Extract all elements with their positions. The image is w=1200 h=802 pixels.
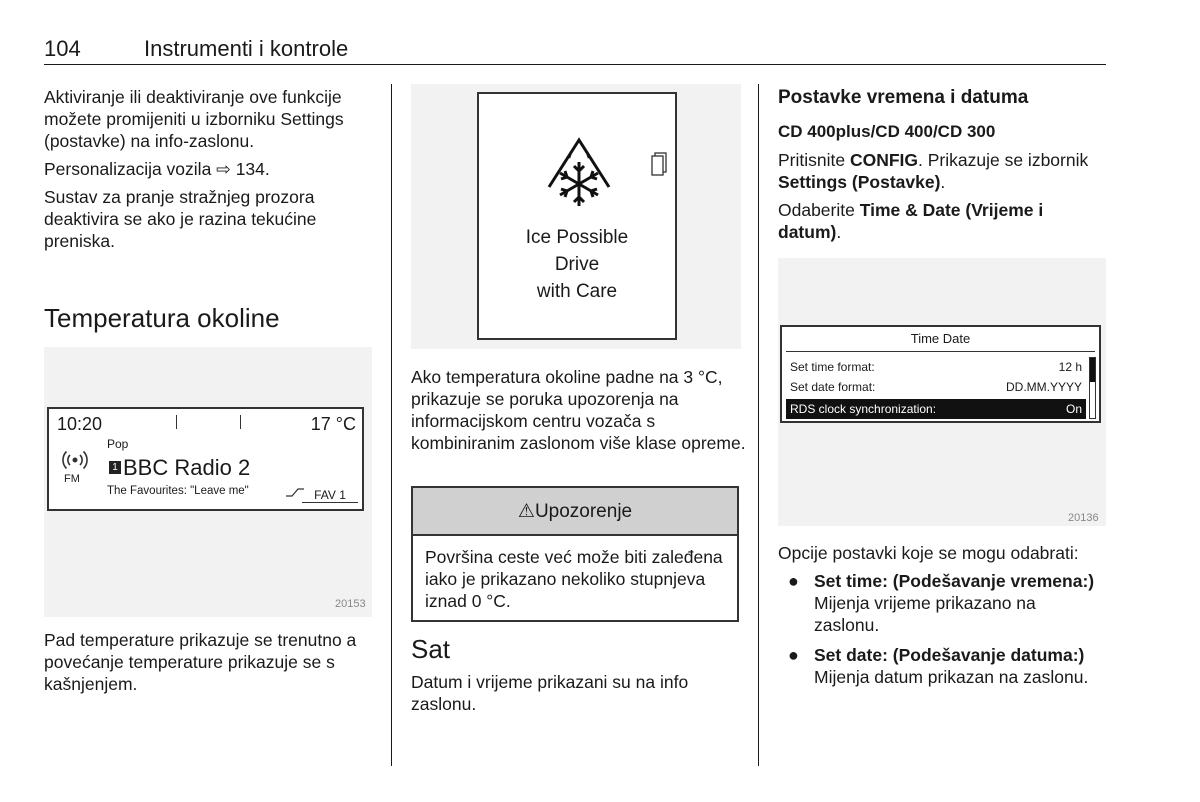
section-heading: Postavke vremena i datuma [778, 87, 1029, 108]
song-title: The Favourites: "Leave me" [107, 485, 249, 497]
page-title: Instrumenti i kontrole [144, 36, 349, 61]
icy-road-snowflake-icon [539, 132, 619, 227]
paragraph: Ako temperatura okoline padne na 3 °C, prikazuje se poruka upozorenja na informacijskom centru vozača s kombiniranim zaslonom više klase opreme. [411, 367, 746, 453]
section-heading: Sat [411, 634, 451, 664]
favourites-page: FAV 1 [302, 488, 358, 503]
figure-number: 20153 [335, 598, 366, 610]
column-3-intro [778, 149, 1103, 249]
outside-temperature: 17 °C [310, 414, 356, 434]
list-item: ● Set time: (Podešavanje vremena:) Mijenja vrijeme prikazano na zaslonu. [788, 571, 1095, 635]
bullet-icon: ● [788, 571, 799, 591]
header-divider [44, 64, 1106, 65]
ice-message-line-1: Ice Possible [525, 227, 629, 248]
preset-badge: 1 [109, 461, 121, 474]
genre-label: Pop [107, 437, 129, 451]
figure-number: 20136 [1068, 512, 1099, 524]
page-indicator-icon [651, 152, 667, 181]
setting-row-rds-sync: RDS clock synchronization: On [786, 399, 1086, 419]
clock-time: 10:20 [57, 414, 103, 434]
time-date-screen [780, 325, 1101, 423]
scrollbar-track [1089, 357, 1096, 419]
station-name: BBC Radio 2 [123, 455, 251, 480]
paragraph: Aktiviranje ili deaktiviranje ove funkcije možete promijeniti u izborniku Settings (postavke) na info-zaslonu. [44, 87, 344, 151]
list-item: ● Set date: (Podešavanje datuma:) Mijenja datum prikazan na zaslonu. [788, 645, 1089, 687]
time-date-menu-label: Time & Date (Vrijeme i datum) [778, 200, 1044, 242]
ice-message-line-2: Drive [554, 254, 600, 275]
paragraph: Sustav za pranje stražnjeg prozora deaktivira se ako je razina tekućine preniska. [44, 187, 317, 251]
paragraph: Odaberite Time & Date (Vrijeme i datum). [778, 200, 1044, 242]
warning-text: Površina ceste već može biti zaleđena iako je prikazano nekoliko stupnjeva iznad 0 °C. [425, 547, 723, 611]
column-1-outro [44, 629, 374, 701]
warning-triangle-icon: ⚠ [517, 501, 535, 522]
band-label: FM [64, 473, 80, 485]
setting-row-date-format: Set date format: DD.MM.YYYY [790, 380, 1082, 394]
radio-signal-icon [62, 449, 88, 476]
paragraph: Opcije postavki koje se mogu odabrati: [778, 543, 1079, 563]
setting-row-time-format: Set time format: 12 h [790, 360, 1082, 374]
subsection-heading: CD 400plus/CD 400/CD 300 [778, 122, 996, 141]
paragraph: Datum i vrijeme prikazani su na info zaslonu. [411, 672, 689, 714]
warning-title: Upozorenje [534, 501, 633, 522]
column-3-outro [778, 542, 1103, 696]
warning-header [413, 488, 737, 536]
paragraph: Pad temperature prikazuje se trenutno a povećanje temperature prikazuje se s kašnjenjem. [44, 630, 357, 694]
radio-display-screen [47, 407, 364, 511]
config-button-label: CONFIG [849, 150, 919, 170]
column-1-intro [44, 86, 374, 258]
settings-menu-label: Settings (Postavke) [778, 172, 941, 192]
scrollbar-thumb [1090, 358, 1095, 382]
column-divider-2 [758, 84, 759, 766]
warning-box [411, 486, 739, 622]
bullet-icon: ● [788, 645, 799, 665]
ice-message-line-3: with Care [536, 281, 618, 302]
ice-warning-card [477, 92, 677, 340]
paragraph-cross-reference: Personalizacija vozila ⇨ 134. [44, 159, 270, 179]
column-divider-1 [391, 84, 392, 766]
settings-options-list [778, 570, 1103, 688]
column-2-outro [411, 671, 741, 721]
screen-title: Time Date [910, 331, 971, 346]
column-2-intro [411, 366, 747, 460]
section-heading: Temperatura okoline [44, 303, 280, 333]
paragraph: Pritisnite CONFIG. Prikazuje se izbornik Settings (Postavke). [778, 150, 1089, 192]
page-number: 104 [44, 36, 81, 61]
